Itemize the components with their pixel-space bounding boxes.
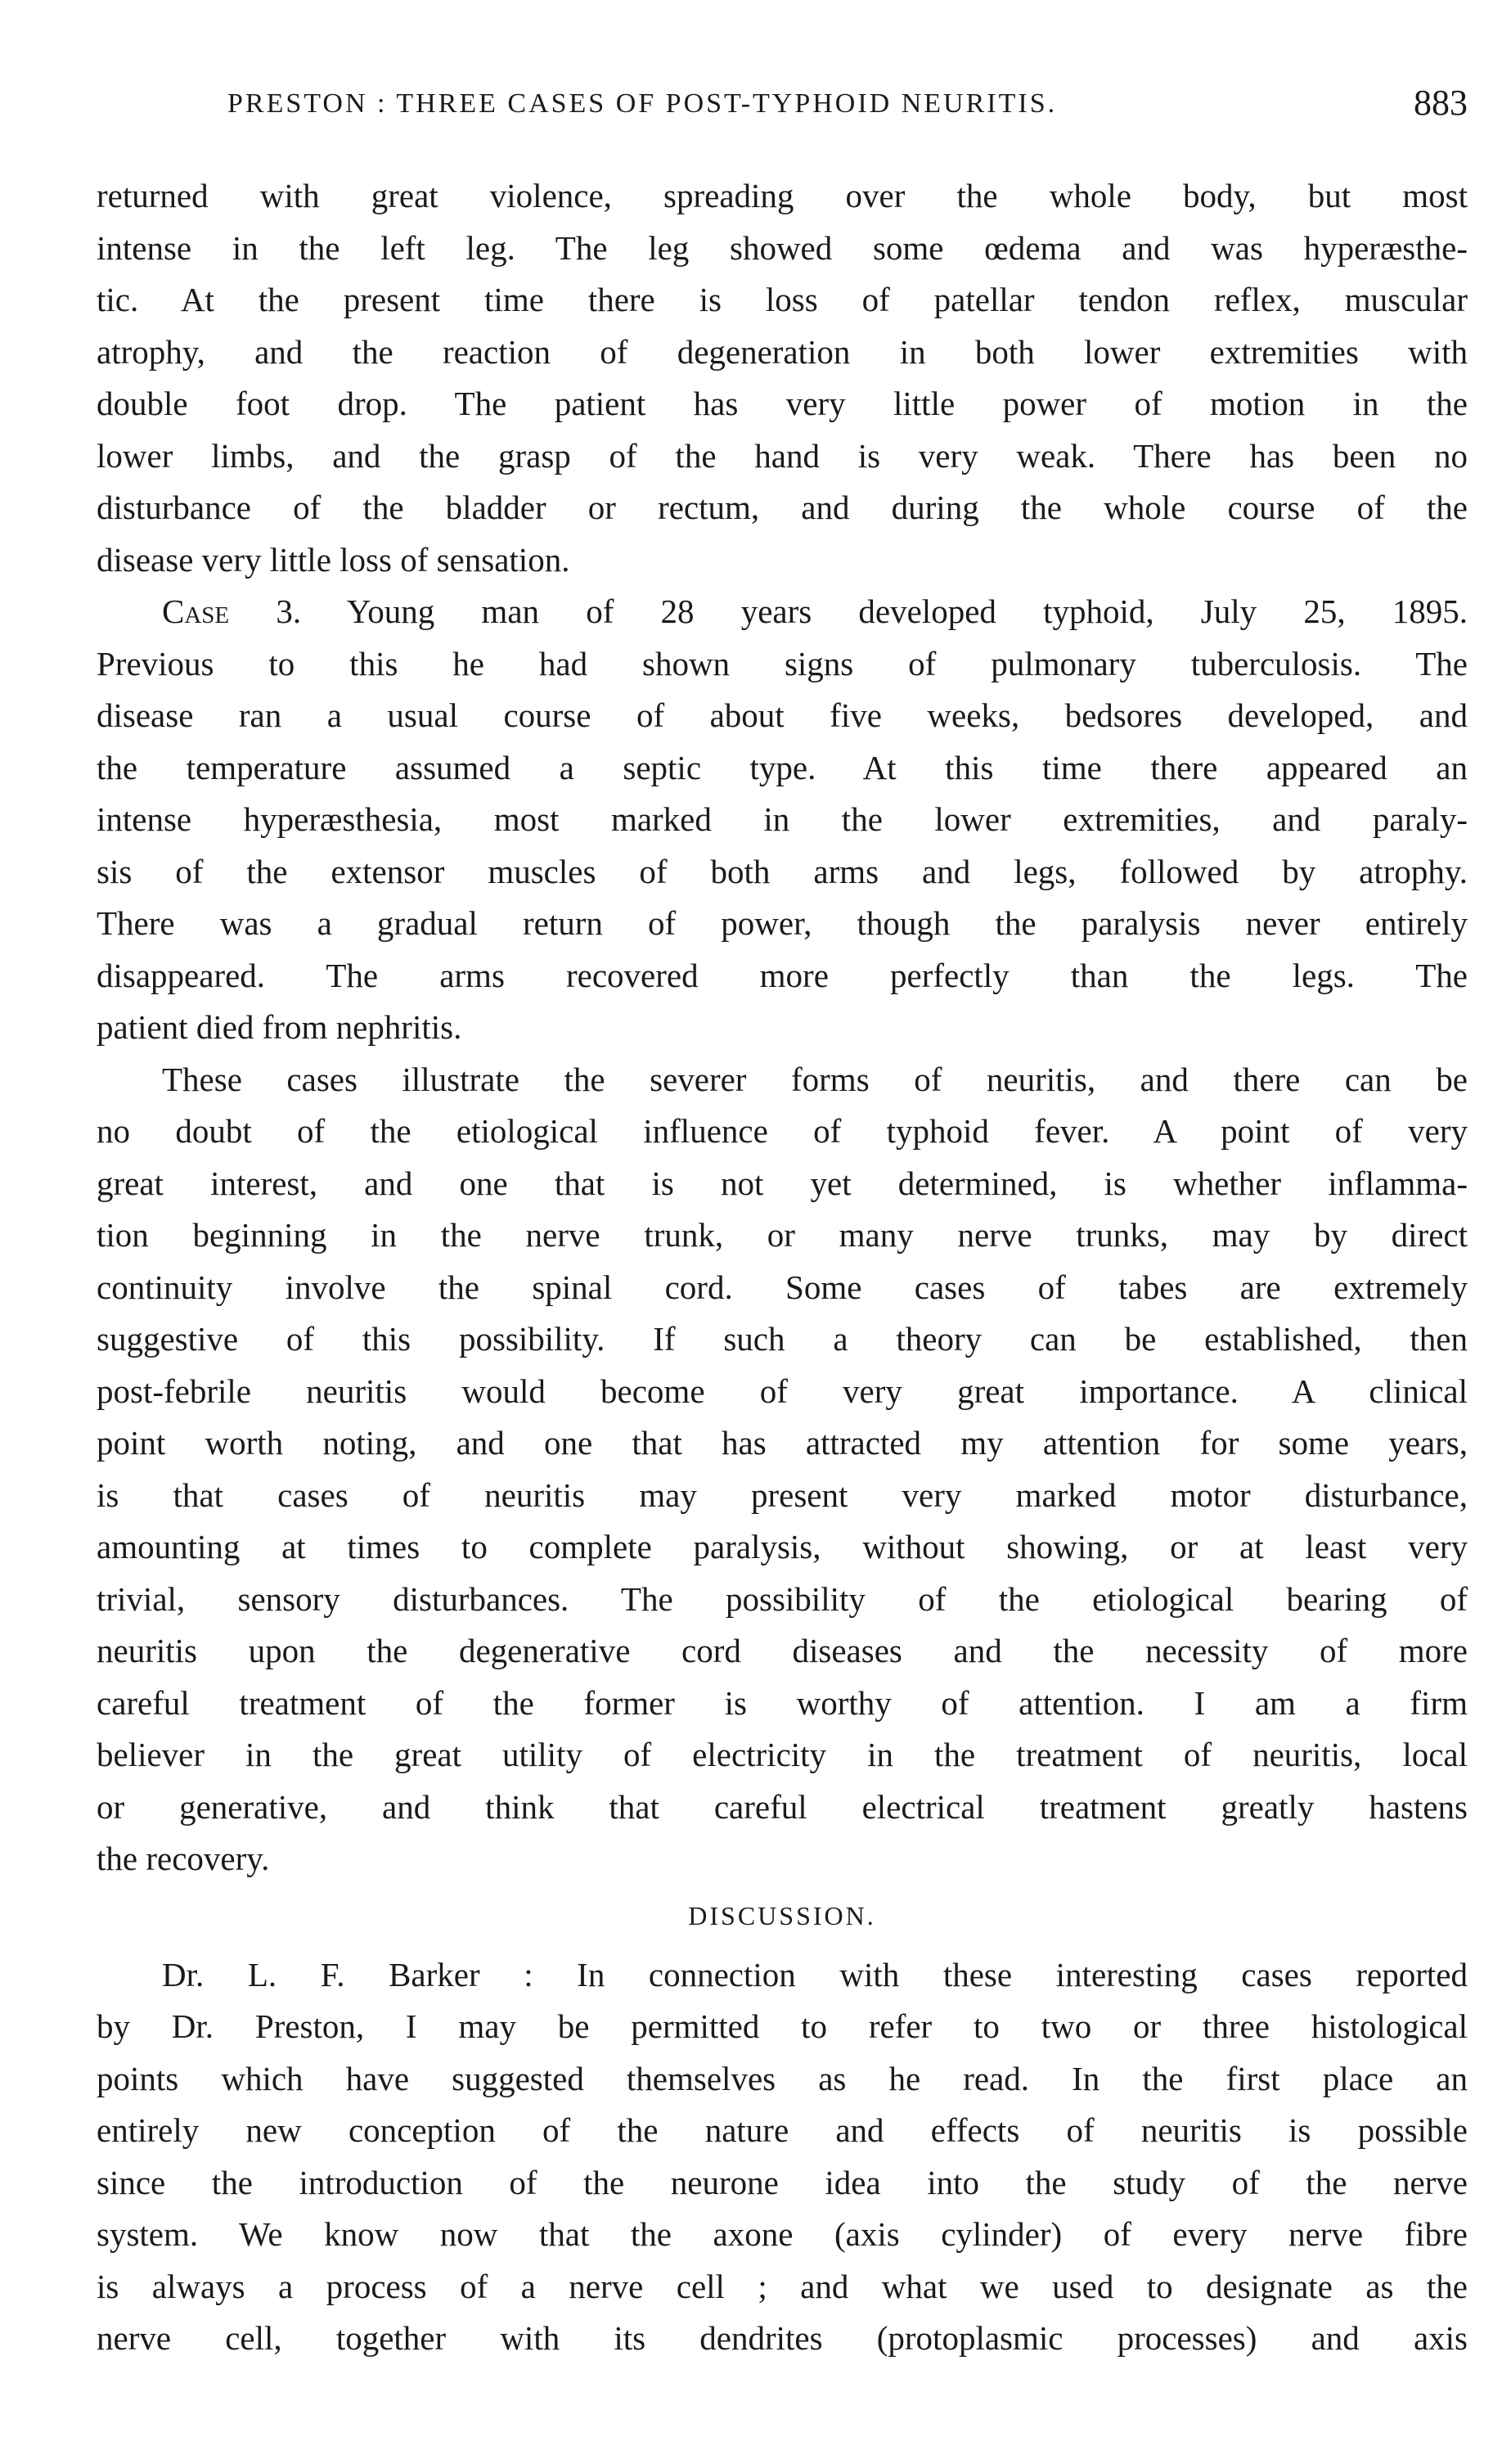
text-fragment: Young man of 28 years developed typhoid, July 25, 1895.	[346, 592, 1468, 630]
text-line: sis of the extensor muscles of both arms and legs, followed by atrophy.	[97, 852, 1468, 890]
text-line: continuity involve the spinal cord. Some cases of tabes are extremely	[97, 1268, 1468, 1306]
paragraph-case3	[97, 586, 1468, 1054]
text-line: amounting at times to complete paralysis, without showing, or at least very	[97, 1528, 1468, 1565]
text-line: intense in the left leg. The leg showed some œdema and was hyperæsthe-	[97, 228, 1468, 267]
text-line: patient died from nephritis.	[97, 1008, 462, 1046]
text-line: careful treatment of the former is worthy of attention. I am a firm	[97, 1683, 1468, 1722]
text-line: double foot drop. The patient has very little power of motion in the	[97, 385, 1468, 422]
text-line: post-febrile neuritis would become of very great importance. A clinical	[97, 1372, 1468, 1410]
text-line: disappeared. The arms recovered more perfectly than the legs. The	[97, 956, 1468, 994]
section-heading-discussion: DISCUSSION.	[688, 1900, 876, 1930]
text-line: point worth noting, and one that has attracted my attention for some years,	[97, 1424, 1468, 1462]
text-line: entirely new conception of the nature and effects of neuritis is possible	[97, 2111, 1468, 2149]
text-line: lower limbs, and the grasp of the hand is very weak. There has been no	[97, 436, 1468, 475]
page-number: 883	[1414, 83, 1468, 123]
document-page	[97, 82, 1468, 2365]
text-line: atrophy, and the reaction of degeneration in both lower extremities with	[97, 332, 1468, 371]
text-line: believer in the great utility of electricity in the treatment of neuritis, local	[97, 1736, 1468, 1773]
text-line: the temperature assumed a septic type. At this time there appeared an	[97, 748, 1468, 786]
text-line: disturbance of the bladder or rectum, and during the whole course of the	[97, 489, 1468, 526]
text-line: disease ran a usual course of about five weeks, bedsores developed, and	[97, 696, 1468, 734]
text-line: the recovery.	[97, 1840, 270, 1877]
text-line: system. We know now that the axone (axis cylinder) of every nerve fibre	[97, 2215, 1468, 2253]
paragraph-barker	[97, 1949, 1468, 2365]
text-line: tion beginning in the nerve trunk, or many nerve trunks, may by direct	[97, 1216, 1468, 1254]
running-header	[97, 82, 1468, 131]
text-line: nerve cell, together with its dendrites (protoplasmic processes) and axis	[97, 2319, 1468, 2357]
text-line: disease very little loss of sensation.	[97, 540, 570, 579]
text-line: trivial, sensory disturbances. The possibility of the etiological bearing of	[97, 1579, 1468, 1618]
text-line-first: Dr. L. F. Barker : In connection with these interesting cases reported	[162, 1955, 1468, 1993]
text-line: suggestive of this possibility. If such a theory can be established, then	[97, 1320, 1468, 1358]
text-line-first	[97, 586, 1468, 638]
text-line: or generative, and think that careful electrical treatment greatly hastens	[97, 1787, 1468, 1826]
text-line: points which have suggested themselves as he read. In the first place an	[97, 2059, 1468, 2097]
text-line: tic. At the present time there is loss of patellar tendon reflex, muscular	[97, 281, 1468, 318]
text-line: by Dr. Preston, I may be permitted to refer to two or three histological	[97, 2007, 1468, 2045]
running-title: PRESTON : THREE CASES OF POST-TYPHOID NEURITIS.	[227, 88, 1058, 119]
text-line: There was a gradual return of power, though the paralysis never entirely	[97, 904, 1468, 942]
text-line: returned with great violence, spreading over the whole body, but most	[97, 177, 1468, 214]
text-line: since the introduction of the neurone idea into the study of the nerve	[97, 2163, 1468, 2201]
text-line: Previous to this he had shown signs of pulmonary tuberculosis. The	[97, 644, 1468, 682]
text-line: is always a process of a nerve cell ; and what we used to designate as the	[97, 2267, 1468, 2305]
paragraph-case2-continuation	[97, 170, 1468, 586]
text-line: is that cases of neuritis may present very marked motor disturbance,	[97, 1475, 1468, 1514]
text-line: neuritis upon the degenerative cord diseases and the necessity of more	[97, 1632, 1468, 1669]
case-label: Case 3.	[162, 592, 302, 630]
text-line-first: These cases illustrate the severer forms of neuritis, and there can be	[162, 1060, 1468, 1098]
text-line: no doubt of the etiological influence of typhoid fever. A point of very	[97, 1112, 1468, 1150]
paragraph-discussion-of-cases	[97, 1054, 1468, 1885]
text-line: intense hyperæsthesia, most marked in the lower extremities, and paraly-	[97, 800, 1468, 838]
text-line: great interest, and one that is not yet determined, is whether inflamma-	[97, 1164, 1468, 1202]
